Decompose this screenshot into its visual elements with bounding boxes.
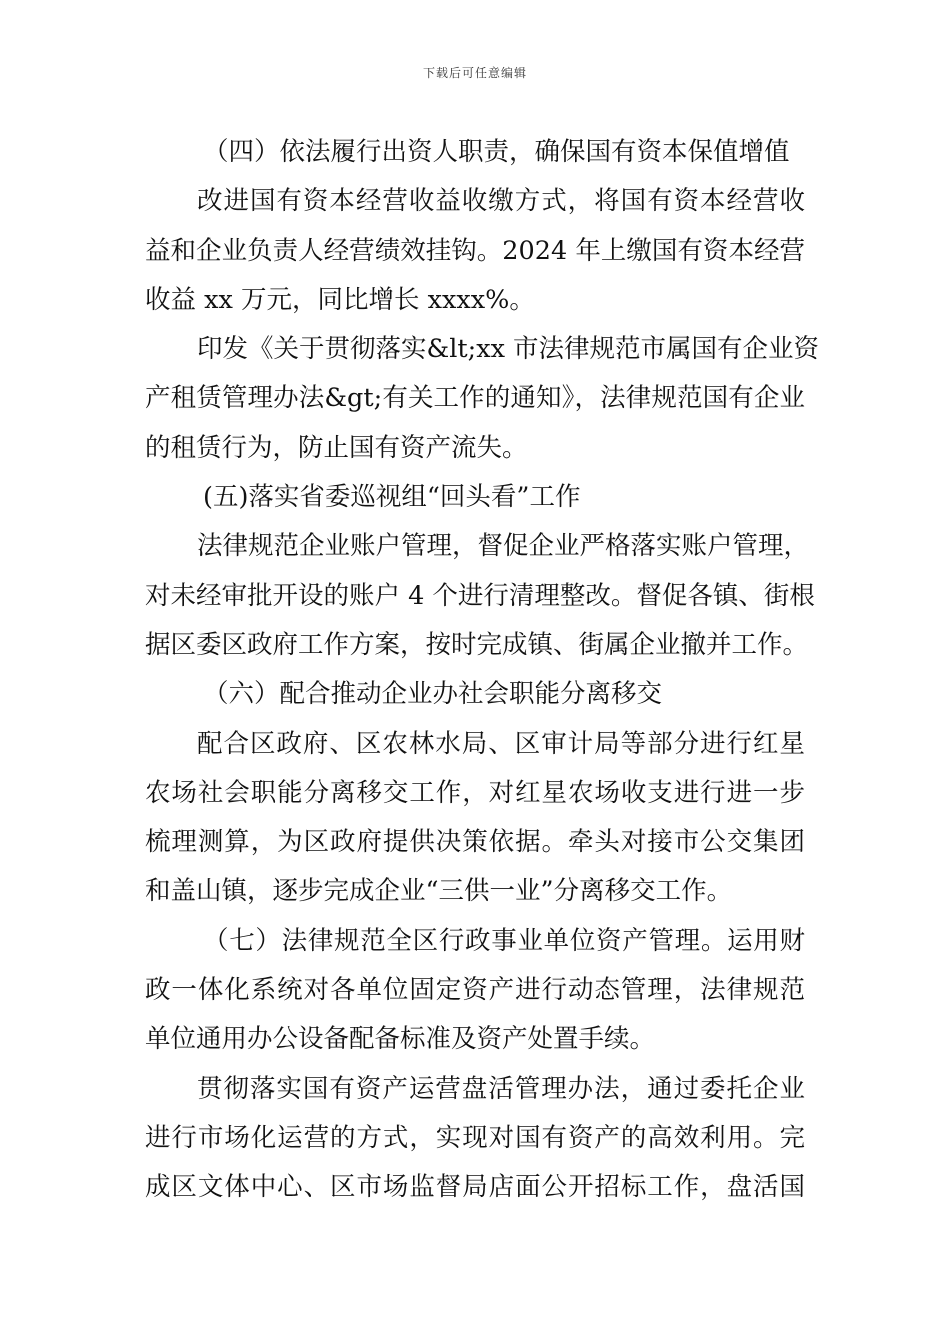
page-header: 下载后可任意编辑 <box>422 66 527 80</box>
paragraph-line: 产租赁管理办法&gt;有关工作的通知》，法律规范国有企业 <box>145 383 805 414</box>
paragraph-line: 益和企业负责人经营绩效挂钩。2024 年上缴国有资本经营 <box>145 235 805 266</box>
paragraph-line: 农场社会职能分离移交工作，对红星农场收支进行进一步 <box>145 777 805 808</box>
section-heading-7: （七）法律规范全区行政事业单位资产管理。运用财 <box>203 925 805 956</box>
paragraph-line: 梳理测算，为区政府提供决策依据。牵头对接市公交集团 <box>145 827 805 858</box>
section-heading-6: （六）配合推动企业办社会职能分离移交 <box>203 679 663 710</box>
paragraph-line: 贯彻落实国有资产运营盘活管理办法，通过委托企业 <box>197 1073 805 1104</box>
paragraph-line: 据区委区政府工作方案，按时完成镇、街属企业撤并工作。 <box>145 629 809 660</box>
paragraph-line: 进行市场化运营的方式，实现对国有资产的高效利用。完 <box>145 1122 805 1153</box>
paragraph-line: 对未经审批开设的账户 4 个进行清理整改。督促各镇、街根 <box>145 580 815 611</box>
paragraph-line: 收益 xx 万元，同比增长 xxxx%。 <box>145 284 535 315</box>
section-heading-5: (五)落实省委巡视组“回头看”工作 <box>203 482 581 513</box>
document-body <box>145 128 820 1213</box>
paragraph-line: 成区文体中心、区市场监督局店面公开招标工作，盘活国 <box>145 1172 805 1203</box>
paragraph-line: 单位通用办公设备配备标准及资产处置手续。 <box>145 1024 656 1055</box>
paragraph-line: 法律规范企业账户管理，督促企业严格落实账户管理， <box>197 531 810 562</box>
paragraph-line: 和盖山镇，逐步完成企业“三供一业”分离移交工作。 <box>145 876 733 907</box>
paragraph-line: 印发《关于贯彻落实&lt;xx 市法律规范市属国有企业资 <box>197 334 820 365</box>
section-heading-4: （四）依法履行出资人职责，确保国有资本保值增值 <box>203 137 790 167</box>
paragraph-line: 的租赁行为，防止国有资产流失。 <box>145 432 528 463</box>
paragraph-line: 政一体化系统对各单位固定资产进行动态管理，法律规范 <box>145 975 805 1006</box>
paragraph-line: 配合区政府、区农林水局、区审计局等部分进行红星 <box>197 728 805 759</box>
paragraph-line: 改进国有资本经营收益收缴方式，将国有资本经营收 <box>197 186 805 217</box>
